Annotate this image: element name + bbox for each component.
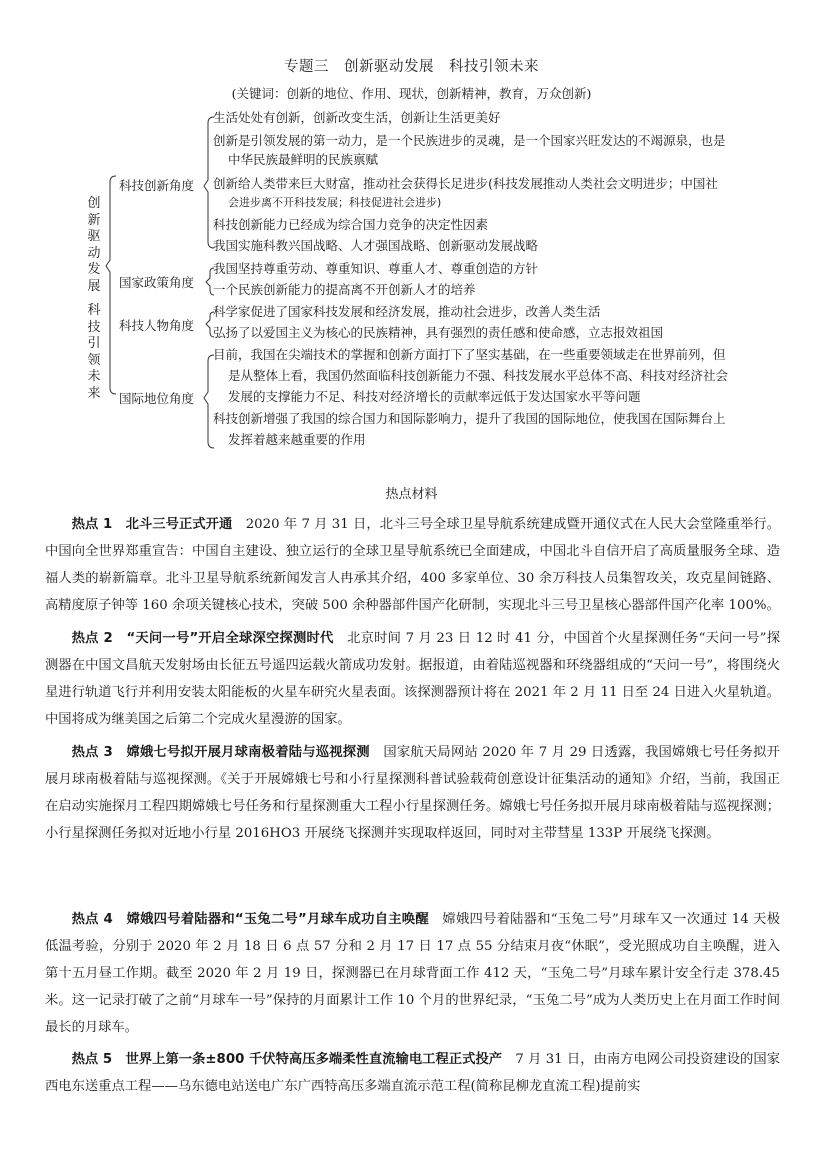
outline-item: 发展的支撑能力不足、科技对经济增长的贡献率远低于发达国家水平等问题 [228, 389, 641, 404]
hotspot-body: 北京时间 7 月 23 日 12 时 41 分，中国首个火星探测任务“天问一号”探测器在中国文昌航天发射场由长征五号遥四运载火箭成功发射。据报道，由着陆巡视器和环绕器组成的“天问一号”，将围绕火星进行轨道飞行并利用安装太阳能板的火星车研究火星表面。该探测器预计将在 2021 年 2 月 11 日至 24 日进入火星轨道。中国将成为继美国之后第二个完成火星漫游的国家。 [45, 631, 780, 727]
outline-item: 弘扬了以爱国主义为核心的民族精神，具有强烈的责任感和使命感，立志报效祖国 [213, 325, 664, 340]
main-bracket [106, 176, 116, 394]
outline-item: 科学家促进了国家科技发展和经济发展，推动社会进步，改善人类生活 [213, 304, 601, 319]
outline-item: 中华民族最鲜明的民族禀赋 [228, 152, 379, 167]
hotspot-paragraph-1 [45, 511, 780, 619]
hotspot-body: 国家航天局网站 2020 年 7 月 29 日透露，我国嫦娥七号任务拟开展月球南极着陆与巡视探测。《关于开展嫦娥七号和小行星探测科普试验载荷创意设计征集活动的通知》介绍，当前，我国正在启动实施探月工程四期嫦娥七号任务和行星探测重大工程小行星探测任务。嫦娥七号任务拟开展月球南极着陆与巡视探测；小行星探测任务拟对近地小行星 2016HO3 开展绕飞探测并实现取样返回，同时对主带彗星 133P 开展绕飞探测。 [45, 745, 780, 841]
root-label-top: 创新驱动发展 [87, 196, 101, 294]
hotspot-body: 嫦娥四号着陆器和“玉兔二号”月球车又一次通过 14 天极低温考验，分别于 2020 年 2 月 18 日 6 点 57 分和 2 月 17 日 17 点 55 分结束月夜“休眠”，受光照成功自主唤醒，进入第十五月昼工作期。截至 2020 年 2 月 19 日，探测器已在月球背面工作 412 天，“玉兔二号”月球车累计安全行走 378.45 米。这一记录打破了之前“月球车一号”保持的月面累计工作 10 个月的世界纪录，“玉兔二号”成为人类历史上在月面工作时间最长的月球车。 [45, 912, 781, 1035]
hotspot-body: 7 月 31 日，由南方电网公司投资建设的国家西电东送重点工程——乌东德电站送电广东广西特高压多端直流示范工程(简称昆柳龙直流工程)提前实 [45, 1052, 780, 1094]
hotspot-heading: 热点 2 “天问一号”开启全球深空探测时代 [71, 631, 334, 646]
outline-item: 科技创新增强了我国的综合国力和国际影响力，提升了我国的国际地位，使我国在国际舞台上 [213, 411, 726, 426]
hotspot-body: 2020 年 7 月 31 日，北斗三号全球卫星导航系统建成暨开通仪式在人民大会堂隆重举行。中国向全世界郑重宣告：中国自主建设、独立运行的全球卫星导航系统已全面建成，中国北斗自信开启了高质量服务全球、造福人类的崭新篇章。北斗卫星导航系统新闻发言人冉承其介绍，400 多家单位、30 余万科技人员集智攻关，攻克星间链路、高精度原子钟等 160 余项关键核心技术，突破 500 余种器部件国产化研制，实现北斗三号卫星核心器部件国产化率 100%。 [45, 517, 780, 613]
outline-item: 生活处处有创新，创新改变生活，创新让生活更美好 [213, 110, 501, 125]
outline-item: 我国坚持尊重劳动、尊重知识、尊重人才、尊重创造的方针 [213, 261, 539, 276]
category-international-status: 国际地位角度 [119, 391, 195, 406]
cat4-bracket [204, 355, 214, 448]
root-label-bottom: 科技引领未来 [87, 303, 101, 401]
page-title: 专题三 创新驱动发展 科技引领未来 [284, 59, 539, 75]
category-national-policy: 国家政策角度 [119, 275, 195, 290]
hotspot-paragraph-3 [45, 739, 780, 901]
hotspot-paragraph-5 [45, 1046, 780, 1154]
hotspot-heading: 热点 5 世界上第一条±800 千伏特高压多端柔性直流输电工程正式投产 [71, 1052, 503, 1067]
outline-item: 创新给人类带来巨大财富，推动社会获得长足进步(科技发展推动人类社会文明进步；中国社 [213, 176, 718, 191]
category-tech-innovation: 科技创新角度 [119, 178, 195, 193]
outline-item: 创新是引领发展的第一动力，是一个民族进步的灵魂，是一个国家兴旺发达的不竭源泉，也是 [213, 133, 726, 148]
hotspot-heading: 热点 4 嫦娥四号着陆器和“玉兔二号”月球车成功自主唤醒 [71, 912, 429, 927]
hotspot-heading: 热点 3 嫦娥七号拟开展月球南极着陆与巡视探测 [71, 745, 370, 760]
hotspot-heading: 热点 1 北斗三号正式开通 [71, 517, 233, 532]
hotspot-paragraph-4 [45, 906, 780, 1041]
keywords-line: (关键词：创新的地位、作用、现状，创新精神，教育，万众创新) [231, 86, 592, 101]
outline-item: 我国实施科教兴国战略、人才强国战略、创新驱动发展战略 [213, 238, 539, 253]
category-tech-figures: 科技人物角度 [119, 318, 195, 333]
outline-item: 发挥着越来越重要的作用 [228, 432, 366, 447]
outline-root-label [86, 196, 102, 402]
outline-item: 科技创新能力已经成为综合国力竞争的决定性因素 [213, 217, 489, 232]
outline-item: 一个民族创新能力的提高离不开创新人才的培养 [213, 282, 476, 297]
hotspot-paragraph-2 [45, 625, 780, 733]
outline-item: 是从整体上看，我国仍然面临科技创新能力不强、科技发展水平总体不高、科技对经济社会 [228, 368, 729, 383]
outline-item: 目前，我国在尖端技术的掌握和创新方面打下了坚实基础，在一些重要领域走在世界前列，但 [213, 347, 726, 362]
section-title-hotspots: 热点材料 [385, 487, 438, 502]
outline-item: 会进步离不开科技发展；科技促进社会进步) [228, 196, 442, 209]
